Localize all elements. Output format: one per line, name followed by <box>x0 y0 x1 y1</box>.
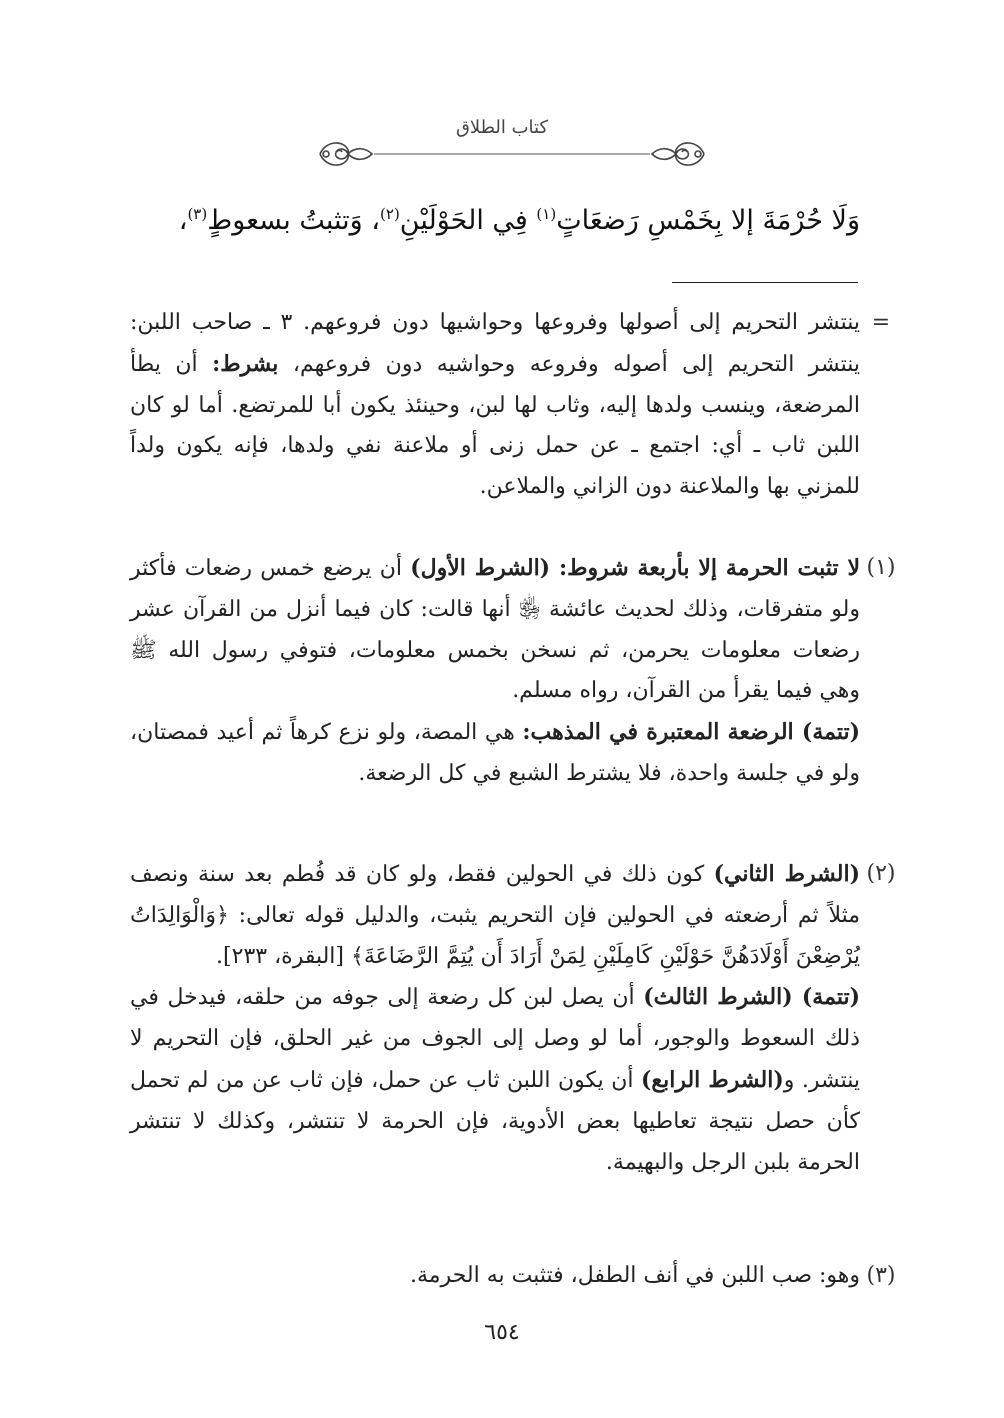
footnote-1-bold-2: (تتمة) الرضعة المعتبرة في المذهب: <box>522 719 861 746</box>
footnote-ref-3: (٣) <box>187 205 208 223</box>
footnote-3 <box>130 1256 896 1297</box>
footnote-2-text-2: أن يصل لبن كل رضعة إلى جوفه من حلقه، فيدخل في ذلك السعوط والوجور، أما لو وصل إلى الجوف من غير الحلق، فإن التحريم لا ينتشر. و <box>130 985 860 1093</box>
footnote-1-text-2: هي المصة، ولو نزع كرهاً ثم أعيد فمصتان، ولو في جلسة واحدة، فلا يشترط الشبع في كل الرضعة. <box>130 720 860 786</box>
main-text-line <box>130 192 860 243</box>
running-header-title: كتاب الطلاق <box>455 117 549 138</box>
footnote-1-bold-1: لا تثبت الحرمة إلا بأربعة شروط: (الشرط الأول) <box>410 555 860 581</box>
footnote-3-text: وهو: صب اللبن في أنف الطفل، فتثبت به الحرمة. <box>409 1263 860 1288</box>
continuation-bold-1: بشرط: <box>212 350 279 377</box>
footnote-2-bold-1: (الشرط الثاني) <box>713 861 861 887</box>
footnote-2-number: (٢) <box>866 861 896 886</box>
continuation-text-2: أن يطأ المرضعة، وينسب ولدها إليه، وثاب لها لبن، وحينئذ يكون أبا للمرتضع. أما لو كان اللبن ثاب ـ أي: اجتمع ـ عن حمل زنى أو ملاعنة نفي ولدها، فإنه يكون ولداً للمزني بها والملاعنة دون الزاني والملاعن. <box>130 351 861 500</box>
footnote-2-bold-3: (الشرط الرابع) <box>640 1066 784 1093</box>
page-number: ٦٥٤ <box>484 1320 520 1345</box>
matn-part-3: ، وَتثبتُ بسعوطٍ <box>207 205 381 236</box>
matn-part-4: ، <box>178 205 188 236</box>
footnote-ref-1: (١) <box>536 205 557 223</box>
footnote-2-text-1: كون ذلك في الحولين فقط، ولو كان قد فُطم بعد سنة ونصف مثلاً ثم أرضعته في الحولين فإن التحريم يثبت، والدليل قوله تعالى: ﴿وَالْوَالِدَاتُ يُرْضِعْنَ أَوْلَادَهُنَّ حَوْلَيْنِ كَامِلَيْنِ لِمَنْ أَرَادَ أَن يُتِمَّ الرَّضَاعَةَ﴾ [البقرة، ٢٣٣]. <box>130 862 860 969</box>
continuation-text-1: ينتشر التحريم إلى أصولها وفروعها وحواشيها دون فروعهم. ٣ ـ صاحب اللبن: ينتشر التحريم إلى أصوله وفروعه وحواشيه دون فروعهم، <box>130 310 860 377</box>
footnote-separator <box>672 282 858 283</box>
footnote-2 <box>130 854 896 1183</box>
matn-part-2: فِي الحَوْلَيْنِ <box>399 205 537 236</box>
footnote-2-bold-2: (تتمة) (الشرط الثالث) <box>643 984 860 1011</box>
header-ornament <box>312 136 712 172</box>
continuation-mark: = <box>871 310 891 335</box>
footnote-2-text-3: أن يكون اللبن ثاب عن حمل، فإن ثاب عن من لم تحمل كأن حصل نتيجة تعاطيها بعض الأدوية، فإن الحرمة لا تنتشر، وكذلك لا تنتشر الحرمة بلبن الرجل والبهيمة. <box>130 1067 860 1175</box>
footnote-3-number: (٣) <box>866 1263 896 1288</box>
footnote-1-text-1: أن يرضع خمس رضعات فأكثر ولو متفرقات، وذلك لحديث عائشة ﵂ أنها قالت: كان فيما أنزل من القرآن عشر رضعات معلومات يحرمن، ثم نسخن بخمس معلومات، فتوفي رسول الله ﷺ وهي فيما يقرأ من القرآن، رواه مسلم. <box>130 556 860 704</box>
footnote-ref-2: (٢) <box>380 205 400 223</box>
footnote-continuation <box>130 303 891 508</box>
footnote-1-number: (١) <box>866 555 896 580</box>
footnote-1 <box>130 548 896 795</box>
matn-part-1: وَلَا حُرْمَةَ إلا بِخَمْسِ رَضعَاتٍ <box>556 205 860 236</box>
